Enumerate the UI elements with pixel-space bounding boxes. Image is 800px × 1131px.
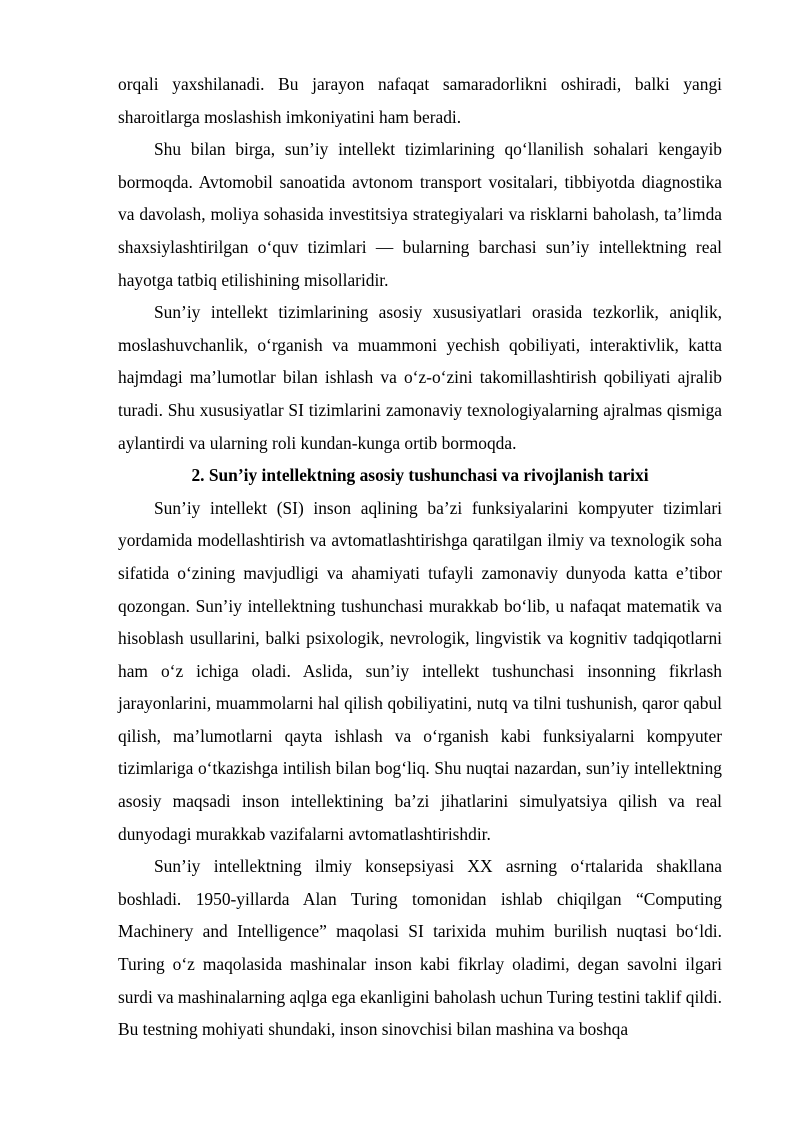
paragraph-ai-history: Sun’iy intellektning ilmiy konsepsiyasi XX asrning o‘rtalarida shakllana boshladi. 1950-yillarda Alan Turing tomonidan ishlab chiqilgan “Computing Machinery and Intelligence” maqolasi SI tarixida muhim burilish nuqtasi bo‘ldi. Turing o‘z maqolasida mashinalar inson kabi fikrlay oladimi, degan savolni ilgari surdi va mashinalarning aqlga ega ekanligini baholash uchun Turing testini taklif qildi. Bu testning mohiyati shundaki, inson sinovchisi bilan mashina va boshqa <box>118 856 722 1040</box>
section-heading: 2. Sun’iy intellektning asosiy tushunchasi va rivojlanish tarixi <box>191 465 649 486</box>
paragraph-continuation: orqali yaxshilanadi. Bu jarayon nafaqat samaradorlikni oshiradi, balki yangi sharoitlarga moslashish imkoniyatini ham beradi. <box>118 74 722 127</box>
paragraph-ai-key-features: Sun’iy intellekt tizimlarining asosiy xususiyatlari orasida tezkorlik, aniqlik, moslashuvchanlik, o‘rganish va muammoni yechish qobiliyati, interaktivlik, katta hajmdagi ma’lumotlar bilan ishlash va o‘z-o‘zini takomillashtirish qobiliyati ajralib turadi. Shu xususiyatlar SI tizimlarini zamonaviy texnologiyalarning ajralmas qismiga aylantirdi va ularning roli kundan-kunga ortib bormoqda. <box>118 302 722 453</box>
document-page <box>118 68 722 1046</box>
paragraph-ai-application-areas: Shu bilan birga, sun’iy intellekt tizimlarining qo‘llanilish sohalari kengayib bormoqda. Avtomobil sanoatida avtonom transport vositalari, tibbiyotda diagnostika va davolash, moliya sohasida investitsiya strategiyalari va risklarni baholash, ta’limda shaxsiylashtirilgan o‘quv tizimlari — bularning barchasi sun’iy intellektning real hayotga tatbiq etilishining misollaridir. <box>118 139 722 290</box>
paragraph-ai-concept: Sun’iy intellekt (SI) inson aqlining ba’zi funksiyalarini kompyuter tizimlari yordamida modellashtirish va avtomatlashtirishga qaratilgan ilmiy va texnologik soha sifatida o‘zining mavjudligi va ahamiyati tufayli zamonaviy dunyoda katta e’tibor qozongan. Sun’iy intellektning tushunchasi murakkab bo‘lib, u nafaqat matematik va hisoblash usullarini, balki psixologik, nevrologik, lingvistik va kognitiv tadqiqotlarni ham o‘z ichiga oladi. Aslida, sun’iy intellekt tushunchasi insonning fikrlash jarayonlarini, muammolarni hal qilish qobiliyatini, nutq va tilni tushunish, qaror qabul qilish, ma’lumotlarni qayta ishlash va o‘rganish kabi funksiyalarni kompyuter tizimlariga o‘tkazishga intilish bilan bog‘liq. Shu nuqtai nazardan, sun’iy intellektning asosiy maqsadi inson intellektining ba’zi jihatlarini simulyatsiya qilish va real dunyodagi murakkab vazifalarni avtomatlashtirishdir. <box>118 497 722 844</box>
